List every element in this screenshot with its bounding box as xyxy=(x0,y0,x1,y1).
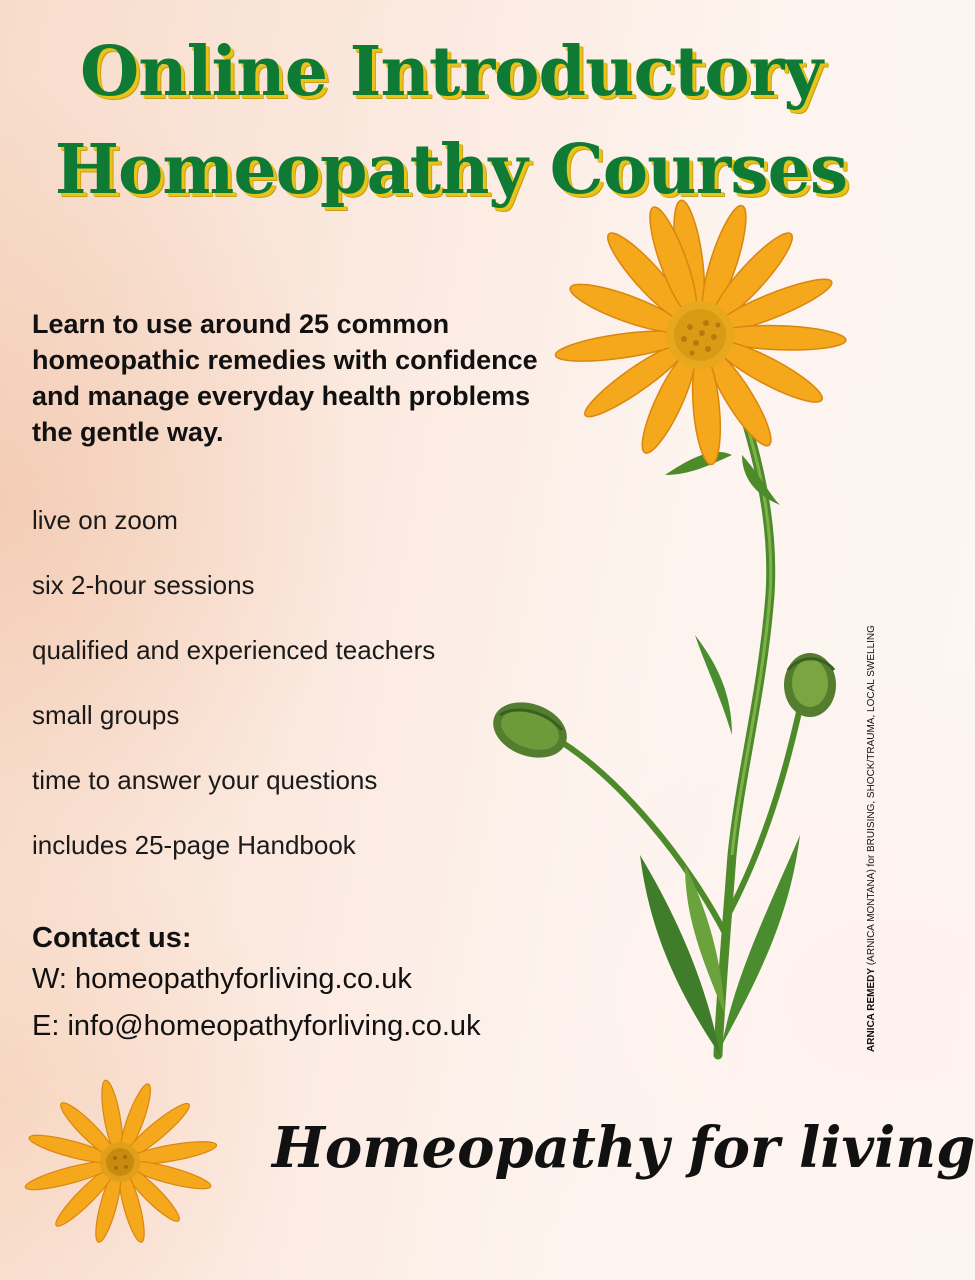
contact-heading: Contact us: xyxy=(32,922,192,954)
feature-item: small groups xyxy=(32,700,180,730)
feature-item: includes 25-page Handbook xyxy=(32,830,356,860)
contact-website: W: homeopathyforliving.co.uk xyxy=(32,963,412,995)
brand-name: Homeopathy for living xyxy=(272,1115,975,1181)
feature-item: qualified and experienced teachers xyxy=(32,635,436,665)
arnica-flower-illustration xyxy=(470,215,880,1065)
intro-text: Learn to use around 25 common homeopathic remedies with confidence and manage everyday health problems the gentle way. xyxy=(32,309,538,447)
page-title-line2: Homeopathy Courses xyxy=(54,130,848,210)
page-title-line1: Online Introductory xyxy=(79,32,823,112)
feature-item: time to answer your questions xyxy=(32,765,378,795)
caption-bold: ARNICA REMEDY xyxy=(866,967,877,1052)
feature-item: six 2-hour sessions xyxy=(32,570,255,600)
caption-rest: (ARNICA MONTANA) for BRUISING, SHOCK/TRAUMA, LOCAL SWELLING xyxy=(866,625,877,968)
arnica-flower-small-illustration xyxy=(20,1080,230,1250)
contact-email: E: info@homeopathyforliving.co.uk xyxy=(32,1010,481,1042)
feature-item: live on zoom xyxy=(32,505,178,535)
